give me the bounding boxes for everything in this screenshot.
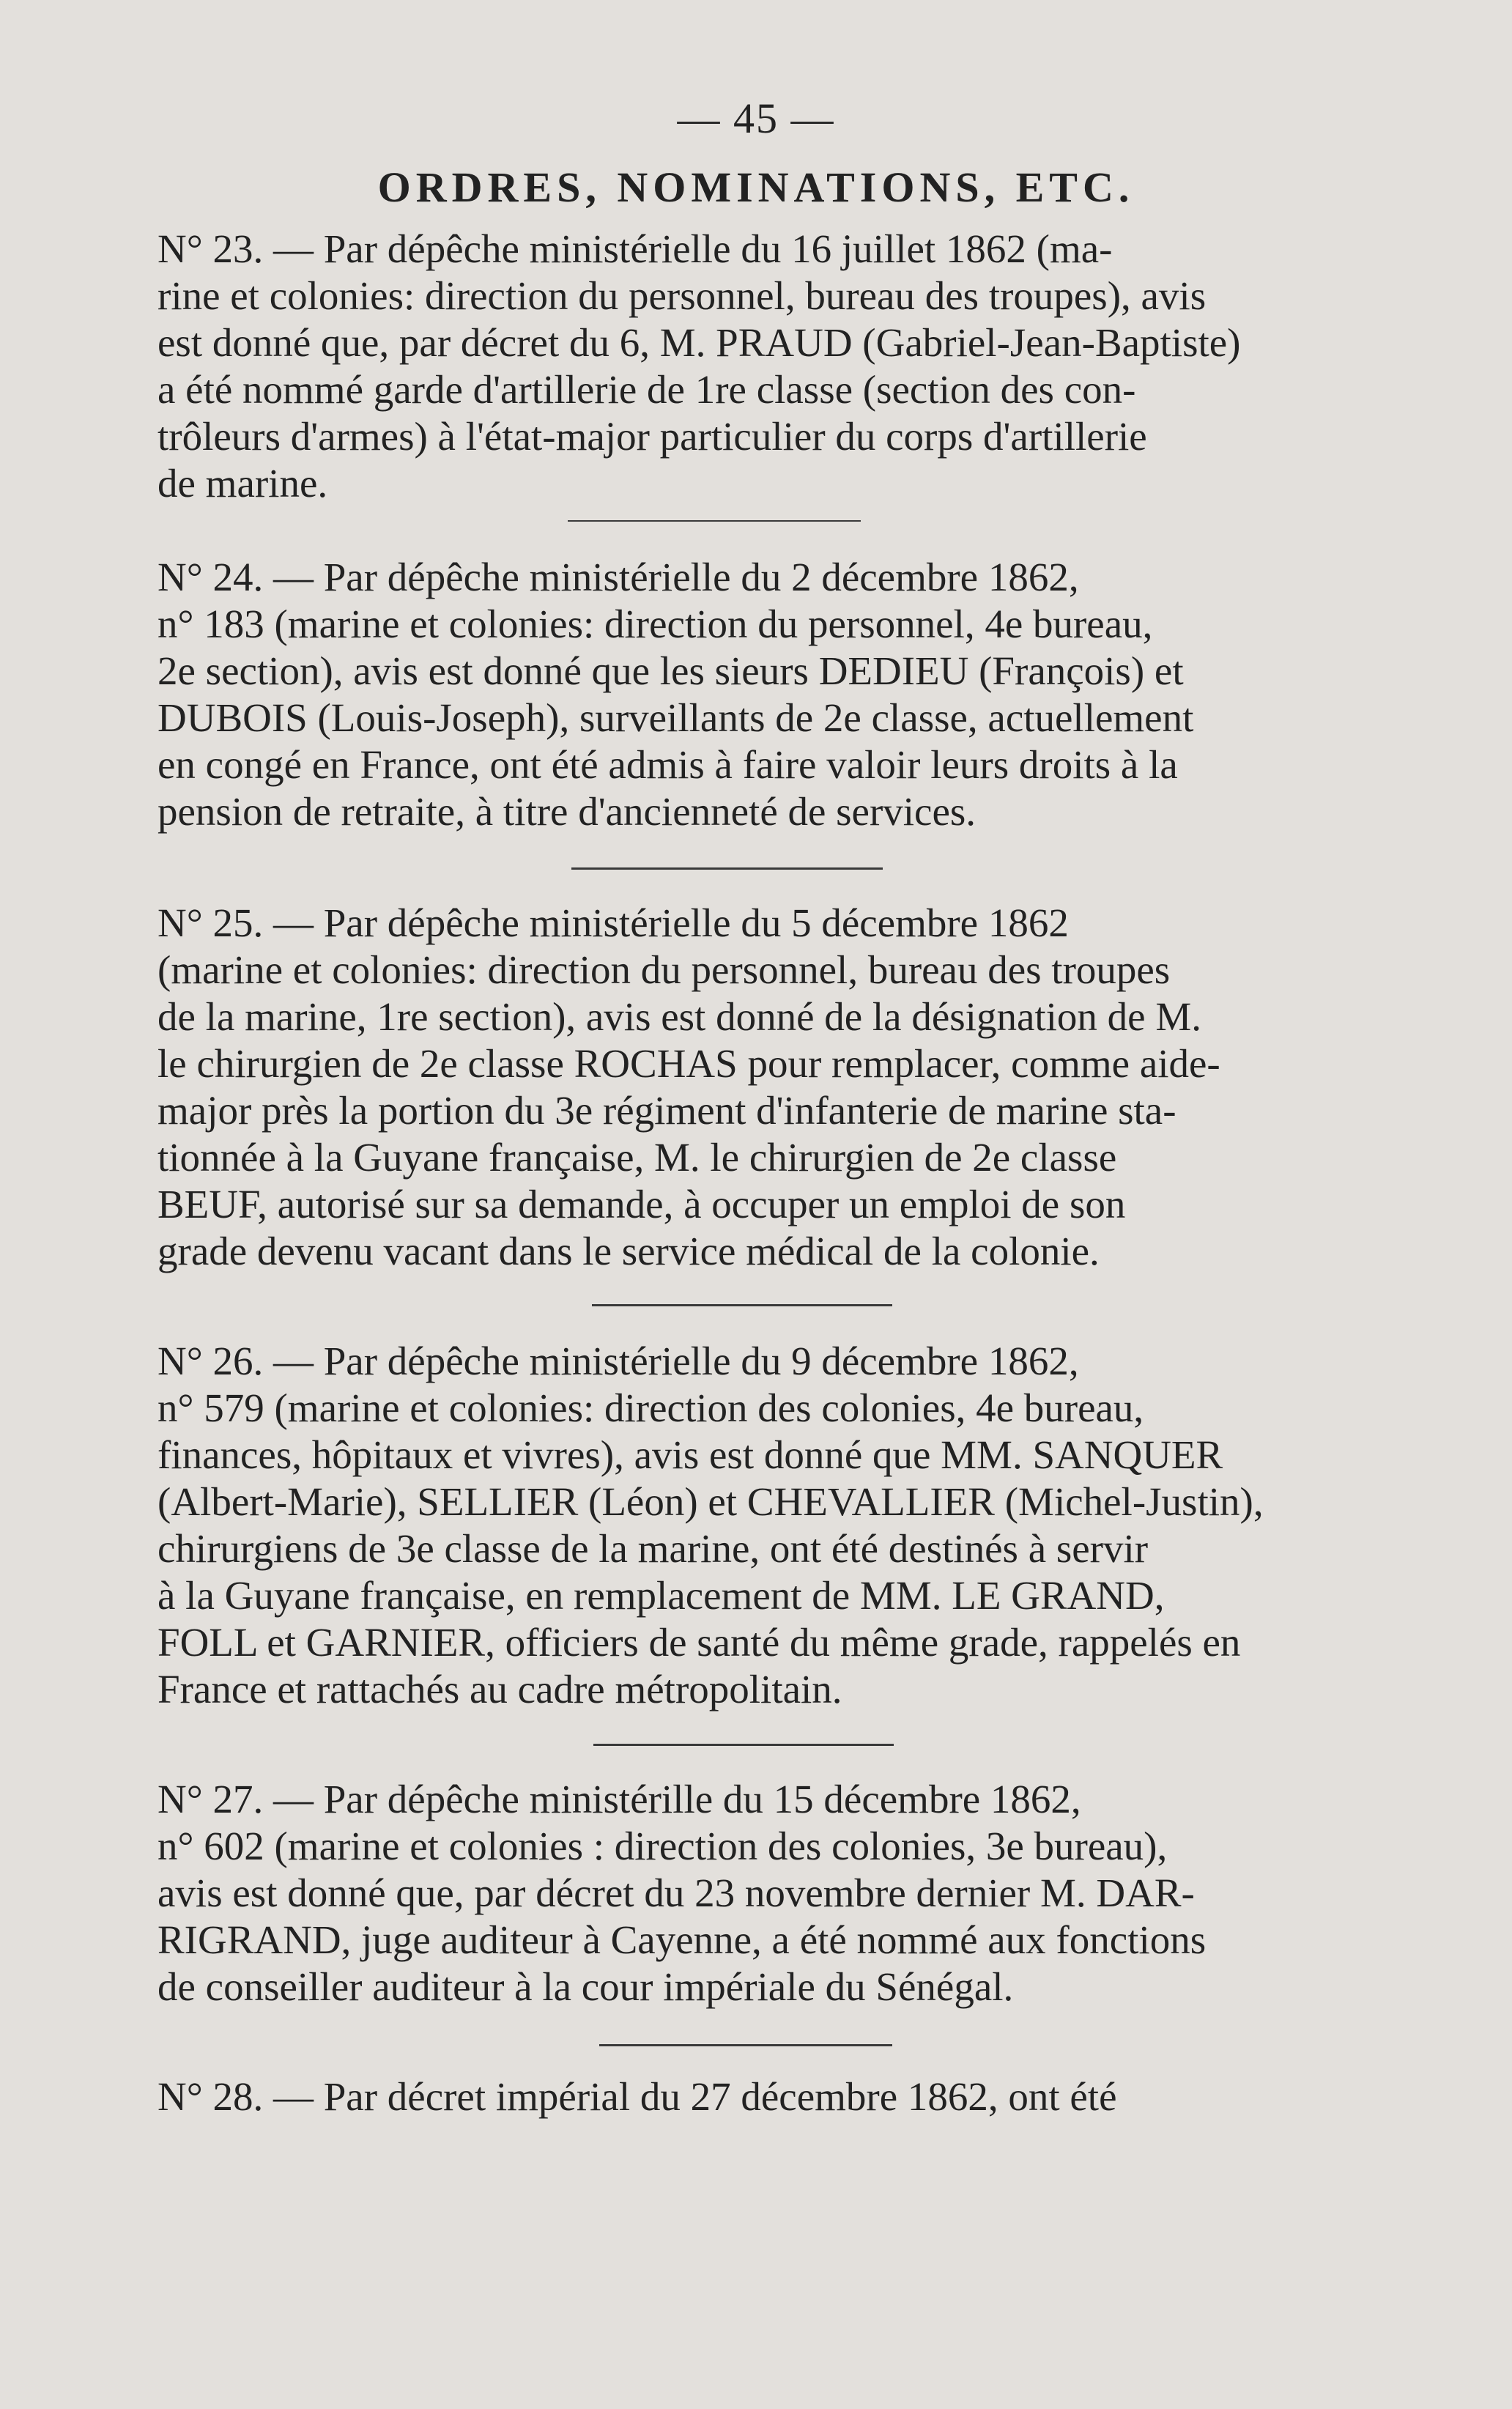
text-line: de la marine, 1re section), avis est donné de la désignation de M. (158, 994, 1201, 1039)
text-line: DUBOIS (Louis-Joseph), surveillants de 2e classe, actuellement (158, 695, 1194, 740)
text-line: RIGRAND, juge auditeur à Cayenne, a été nommé aux fonctions (158, 1917, 1207, 1962)
separator-rule (568, 520, 861, 522)
section-heading: ORDRES, NOMINATIONS, ETC. (377, 163, 1135, 211)
paragraph-no-27 (158, 1776, 1333, 2010)
text-line: n° 602 (marine et colonies : direction des colonies, 3e bureau), (158, 1824, 1168, 1868)
text-line: N° 28. — Par décret impérial du 27 décembre 1862, ont été (158, 2074, 1117, 2119)
text-line: N° 24. — Par dépêche ministérielle du 2 décembre 1862, (158, 555, 1079, 599)
text-line: avis est donné que, par décret du 23 novembre dernier M. DAR- (158, 1870, 1195, 1915)
text-line: le chirurgien de 2e classe ROCHAS pour remplacer, comme aide- (158, 1041, 1220, 1086)
text-line: BEUF, autorisé sur sa demande, à occuper un emploi de son (158, 1182, 1126, 1226)
text-line: N° 23. — Par dépêche ministérielle du 16 juillet 1862 (ma- (158, 226, 1113, 271)
text-line: en congé en France, ont été admis à faire valoir leurs droits à la (158, 742, 1178, 787)
paragraph-no-28 (158, 2073, 1333, 2120)
text-line: (Albert-Marie), SELLIER (Léon) et CHEVALLIER (Michel-Justin), (158, 1479, 1264, 1524)
text-line: n° 183 (marine et colonies: direction du personnel, 4e bureau, (158, 602, 1153, 646)
text-line: a été nommé garde d'artillerie de 1re classe (section des con- (158, 367, 1136, 412)
text-line: trôleurs d'armes) à l'état-major particulier du corps d'artillerie (158, 414, 1147, 459)
paragraph-no-25 (158, 900, 1333, 1275)
paragraph-no-23 (158, 226, 1333, 507)
text-line: tionnée à la Guyane française, M. le chirurgien de 2e classe (158, 1135, 1117, 1180)
text-line: N° 26. — Par dépêche ministérielle du 9 décembre 1862, (158, 1339, 1079, 1383)
text-line: major près la portion du 3e régiment d'infanterie de marine sta- (158, 1088, 1176, 1133)
text-line: FOLL et GARNIER, officiers de santé du même grade, rappelés en (158, 1620, 1241, 1665)
separator-rule (571, 867, 883, 870)
text-line: pension de retraite, à titre d'ancienneté de services. (158, 789, 976, 834)
text-line: 2e section), avis est donné que les sieurs DEDIEU (François) et (158, 648, 1184, 693)
text-line: rine et colonies: direction du personnel, bureau des troupes), avis (158, 273, 1207, 318)
text-line: de marine. (158, 461, 328, 506)
separator-rule (593, 1744, 894, 1746)
text-line: France et rattachés au cadre métropolitain. (158, 1667, 842, 1712)
text-line: n° 579 (marine et colonies: direction des colonies, 4e bureau, (158, 1385, 1144, 1430)
separator-rule (599, 2044, 892, 2046)
text-line: grade devenu vacant dans le service médical de la colonie. (158, 1229, 1100, 1273)
text-line: à la Guyane française, en remplacement de MM. LE GRAND, (158, 1573, 1165, 1618)
text-line: N° 27. — Par dépêche ministérille du 15 décembre 1862, (158, 1777, 1081, 1821)
page-number: — 45 — (677, 95, 835, 142)
text-line: est donné que, par décret du 6, M. PRAUD (Gabriel-Jean-Baptiste) (158, 320, 1241, 365)
paragraph-no-24 (158, 554, 1333, 835)
text-line: de conseiller auditeur à la cour impériale du Sénégal. (158, 1964, 1014, 2009)
text-line: (marine et colonies: direction du personnel, bureau des troupes (158, 947, 1171, 992)
separator-rule (592, 1304, 892, 1306)
text-line: finances, hôpitaux et vivres), avis est donné que MM. SANQUER (158, 1432, 1223, 1477)
text-line: N° 25. — Par dépêche ministérielle du 5 décembre 1862 (158, 900, 1069, 945)
text-line: chirurgiens de 3e classe de la marine, ont été destinés à servir (158, 1526, 1149, 1571)
paragraph-no-26 (158, 1338, 1333, 1713)
